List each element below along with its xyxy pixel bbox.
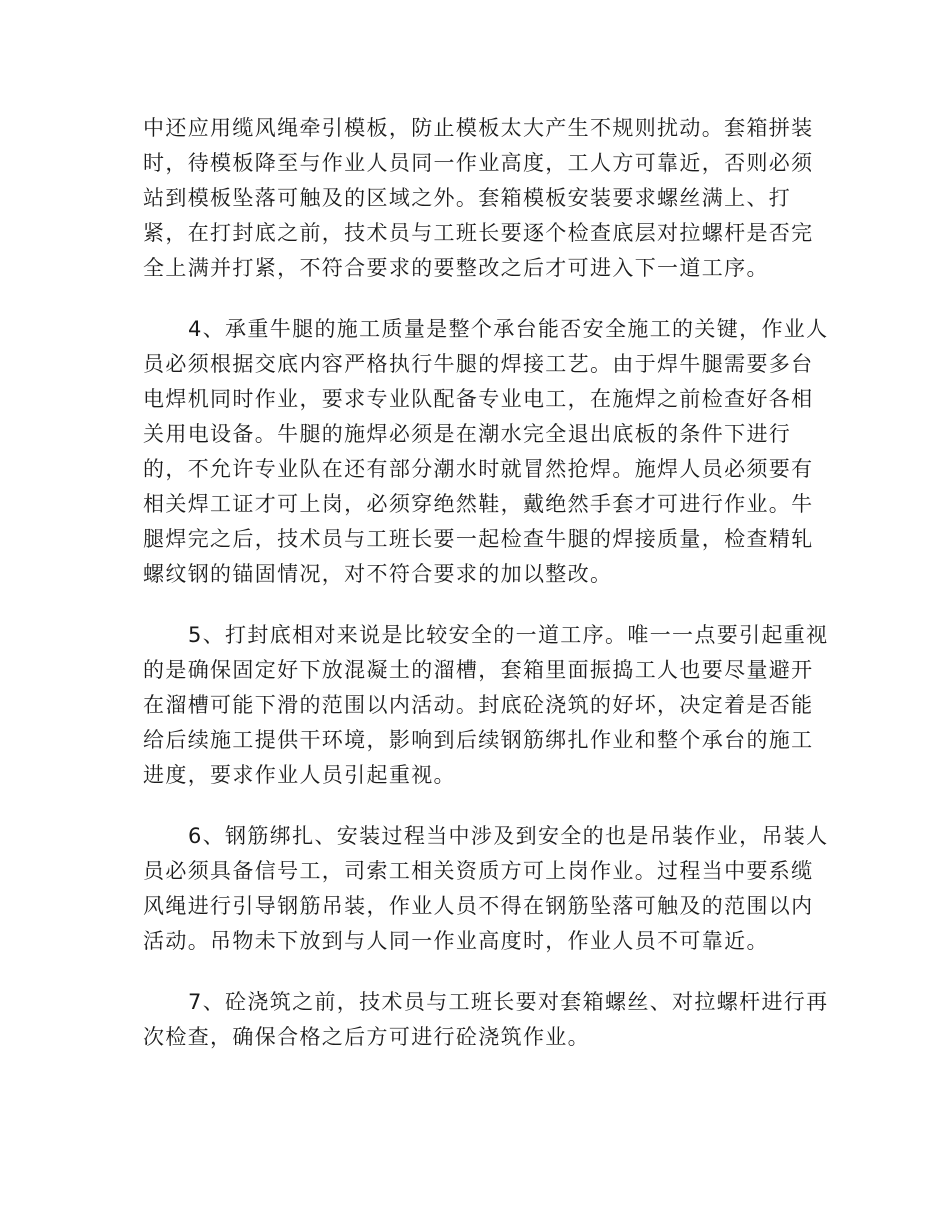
text-line: 进度，要求作业人员引起重视。 <box>143 763 456 787</box>
text-line: 员必须根据交底内容严格执行牛腿的焊接工艺。由于焊牛腿需要多台 <box>143 352 814 376</box>
text-line: 螺纹钢的锚固情况，对不符合要求的加以整改。 <box>143 562 613 586</box>
text-line: 员必须具备信号工，司索工相关资质方可上岗作业。过程当中要系缆 <box>143 859 814 883</box>
paragraph-start-line: 4、承重牛腿的施工质量是整个承台能否安全施工的关键，作业人 <box>188 317 829 341</box>
text-line: 在溜槽可能下滑的范围以内活动。封底砼浇筑的好坏，决定着是否能 <box>143 693 814 717</box>
text-line: 腿焊完之后，技术员与工班长要一起检查牛腿的焊接质量，检查精轧 <box>143 527 814 551</box>
text-line: 关用电设备。牛腿的施焊必须是在潮水完全退出底板的条件下进行 <box>143 422 792 446</box>
paragraph-start-line: 6、钢筋绑扎、安装过程当中涉及到安全的也是吊装作业，吊装人 <box>188 824 829 848</box>
text-line: 次检查，确保合格之后方可进行砼浇筑作业。 <box>143 1025 590 1049</box>
paragraph-start-line: 7、砼浇筑之前，技术员与工班长要对套箱螺丝、对拉螺杆进行再 <box>188 990 829 1014</box>
text-line: 时，待模板降至与作业人员同一作业高度，工人方可靠近，否则必须 <box>143 151 814 175</box>
text-line: 的是确保固定好下放混凝土的溜槽，套箱里面振捣工人也要尽量避开 <box>143 658 814 682</box>
text-line: 全上满并打紧，不符合要求的要整改之后才可进入下一道工序。 <box>143 256 769 280</box>
text-line: 紧，在打封底之前，技术员与工班长要逐个检查底层对拉螺杆是否完 <box>143 221 814 245</box>
text-line: 风绳进行引导钢筋吊装，作业人员不得在钢筋坠落可触及的范围以内 <box>143 894 814 918</box>
text-line: 活动。吊物未下放到与人同一作业高度时，作业人员不可靠近。 <box>143 929 769 953</box>
text-line: 的，不允许专业队在还有部分潮水时就冒然抢焊。施焊人员必须要有 <box>143 457 814 481</box>
text-line: 中还应用缆风绳牵引模板，防止模板太大产生不规则扰动。套箱拼装 <box>143 116 814 140</box>
text-line: 给后续施工提供干环境，影响到后续钢筋绑扎作业和整个承台的施工 <box>143 728 814 752</box>
text-line: 站到模板坠落可触及的区域之外。套箱模板安装要求螺丝满上、打 <box>143 186 792 210</box>
text-line: 相关焊工证才可上岗，必须穿绝然鞋，戴绝然手套才可进行作业。牛 <box>143 492 814 516</box>
paragraph-start-line: 5、打封底相对来说是比较安全的一道工序。唯一一点要引起重视 <box>188 623 829 647</box>
text-line: 电焊机同时作业，要求专业队配备专业电工，在施焊之前检查好各相 <box>143 387 814 411</box>
